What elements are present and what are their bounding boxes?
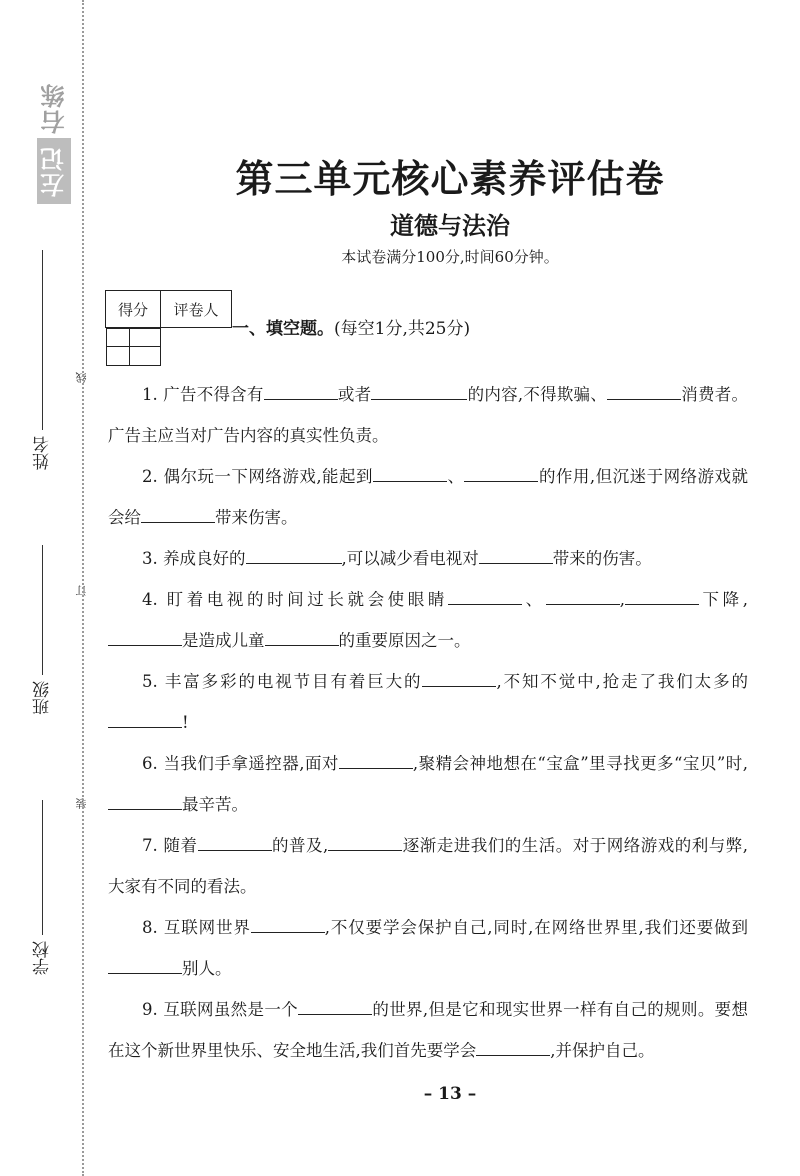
- school-underline: [42, 800, 43, 935]
- question-list: [108, 374, 748, 1071]
- score-table: [105, 290, 232, 351]
- section-rule: (每空1分,共25分): [334, 319, 471, 339]
- question-2: 2. 偶尔玩一下网络游戏,能起到 、 的作用,但沉迷于网络游戏就会给 带来伤害。: [108, 456, 748, 538]
- answer-blank[interactable]: [339, 750, 413, 769]
- answer-blank[interactable]: [264, 381, 338, 400]
- answer-blank[interactable]: [371, 381, 467, 400]
- answer-blank[interactable]: [479, 545, 553, 564]
- page-title: 第三单元核心素养评估卷: [235, 157, 665, 201]
- answer-blank[interactable]: [141, 504, 215, 523]
- answer-blank[interactable]: [373, 463, 447, 482]
- score-label: 得分: [106, 291, 161, 328]
- answer-blank[interactable]: [476, 1037, 550, 1056]
- answer-blank[interactable]: [625, 586, 699, 605]
- answer-blank[interactable]: [108, 791, 182, 810]
- question-8: 8. 互联网世界 ,不仅要学会保护自己,同时,在网络世界里,我们还要做到别人。: [108, 907, 748, 989]
- answer-blank[interactable]: [251, 914, 325, 933]
- school-field: [30, 800, 55, 975]
- exam-note: 本试卷满分100分,时间60分钟。: [341, 248, 559, 266]
- section-title: 一、填空题。: [232, 319, 334, 339]
- section-heading: [232, 314, 470, 339]
- cut-mark-line: 线: [75, 372, 88, 383]
- answer-blank[interactable]: [448, 586, 522, 605]
- brand-text: 右练: [40, 82, 69, 134]
- answer-blank[interactable]: [108, 709, 182, 728]
- score-cell[interactable]: [106, 329, 130, 366]
- brand-logo: [32, 82, 76, 204]
- answer-blank[interactable]: [298, 996, 372, 1015]
- name-underline: [42, 250, 43, 430]
- answer-blank[interactable]: [265, 627, 339, 646]
- question-4: 4. 盯着电视的时间过长就会使眼睛 、 , 下降,是造成儿童 的重要原因之一。: [108, 579, 748, 661]
- question-9: 9. 互联网虽然是一个 的世界,但是它和现实世界一样有自己的规则。要想在这个新世界里快乐、安全地生活,我们首先要学会 ,并保护自己。: [108, 989, 748, 1071]
- grader-cell[interactable]: [130, 329, 160, 366]
- brand-box: 左记: [37, 138, 71, 204]
- answer-blank[interactable]: [198, 832, 272, 851]
- binding-margin: [0, 0, 92, 1176]
- question-7: 7. 随着 的普及, 逐渐走进我们的生活。对于网络游戏的利与弊,大家有不同的看法。: [108, 825, 748, 907]
- question-3: 3. 养成良好的 ,可以减少看电视对 带来的伤害。: [108, 538, 748, 579]
- question-5: 5. 丰富多彩的电视节目有着巨大的 ,不知不觉中,抢走了我们太多的!: [108, 661, 748, 743]
- answer-blank[interactable]: [546, 586, 620, 605]
- cut-mark-order: 订: [75, 585, 88, 596]
- answer-blank[interactable]: [108, 955, 182, 974]
- cut-line: [82, 0, 84, 1176]
- question-6: 6. 当我们手拿遥控器,面对 ,聚精会神地想在“宝盒”里寻找更多“宝贝”时,最辛苦。: [108, 743, 748, 825]
- question-1: 1. 广告不得含有 或者 的内容,不得欺骗、 消费者。广告主应当对广告内容的真实性负责。: [108, 374, 748, 456]
- answer-blank[interactable]: [422, 668, 496, 687]
- subject-title: 道德与法治: [390, 212, 510, 240]
- answer-blank[interactable]: [464, 463, 538, 482]
- name-label: 姓名: [33, 436, 53, 470]
- grader-label: 评卷人: [161, 291, 232, 328]
- class-underline: [42, 545, 43, 675]
- page-number: – 13 –: [423, 1084, 477, 1104]
- class-field: [30, 545, 55, 715]
- class-label: 班级: [33, 681, 53, 715]
- school-label: 学校: [33, 941, 53, 975]
- answer-blank[interactable]: [246, 545, 342, 564]
- answer-blank[interactable]: [328, 832, 402, 851]
- answer-blank[interactable]: [108, 627, 182, 646]
- cut-mark-bind: 装: [75, 798, 88, 809]
- name-field: [30, 250, 55, 470]
- answer-blank[interactable]: [607, 381, 681, 400]
